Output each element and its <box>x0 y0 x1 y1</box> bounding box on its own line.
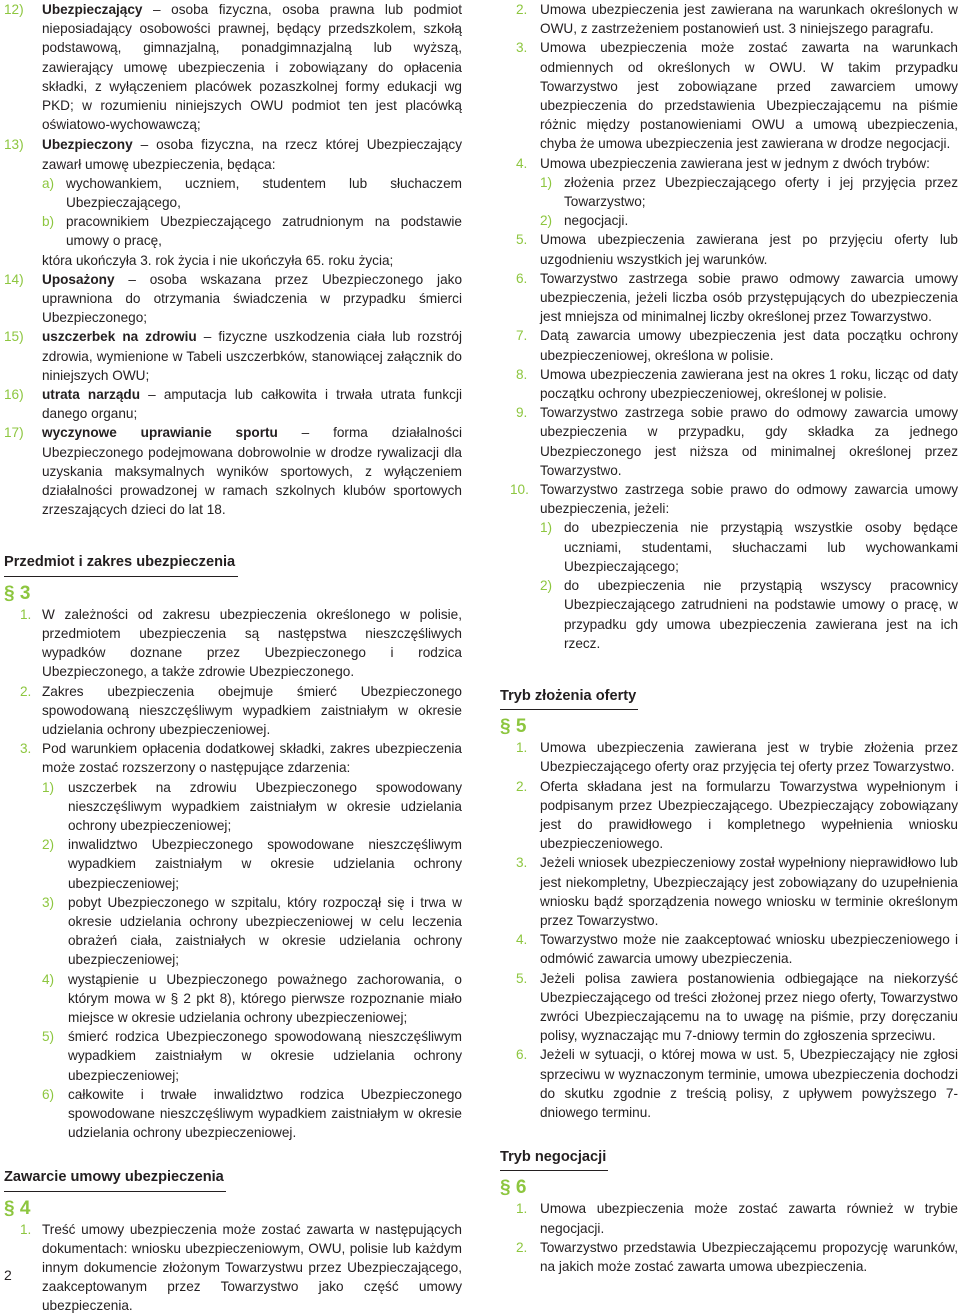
item-number: 8. <box>516 366 528 382</box>
item-number: 2. <box>516 2 528 17</box>
list-item <box>500 1238 958 1276</box>
item-number: 7. <box>516 328 528 344</box>
definition-14 <box>4 270 462 328</box>
item-text: Jeżeli wniosek ubezpieczeniowy został wypełniony nieprawidłowo lub jest niekompletny, Ubezpieczający jest zobowiązany do uzupełnienia wniosku bądź sporządzenia nowego wniosku w terminie określonym przez Towarzystwo. <box>540 855 958 928</box>
item-text: Umowa ubezpieczenia jest zawierana na warunkach określonych w OWU, z zastrzeżeniem postanowień ust. 3 niniejszego paragrafu. <box>540 2 958 37</box>
paragraph-sign: § 4 <box>4 1197 31 1219</box>
item-number: 4. <box>516 932 528 948</box>
list-item <box>500 1045 958 1122</box>
item-number: 3. <box>516 855 528 871</box>
page-number: 2 <box>4 1267 12 1283</box>
item-number: 3. <box>516 40 528 56</box>
item-number: 2. <box>516 778 528 794</box>
item-number: 3. <box>20 741 32 757</box>
item-number: b) <box>42 214 55 230</box>
list-item <box>4 893 462 970</box>
list-item <box>4 739 462 777</box>
list-item <box>4 1027 462 1085</box>
definition-13-subs <box>4 174 462 270</box>
item-number: a) <box>42 175 55 191</box>
item-number: 1. <box>20 606 32 622</box>
item-text: Towarzystwo może nie zaakceptować wniosku ubezpieczeniowego i odmówić zawarcia umowy ubezpieczenia. <box>540 932 958 967</box>
item-number: 2) <box>540 213 553 229</box>
item-text: inwalidztwo Ubezpieczonego spowodowane nieszczęśliwym wypadkiem zaistniałym w okresie udzielania ochrony ubezpieczeniowej; <box>68 837 462 891</box>
list-item <box>500 403 958 480</box>
item-number: 4. <box>516 155 528 171</box>
item-number: 3) <box>42 894 55 910</box>
list-item <box>500 738 958 776</box>
definition-13 <box>4 135 462 173</box>
definition-term: utrata narządu <box>42 387 141 403</box>
item-number: 9. <box>516 405 528 421</box>
item-number: 2) <box>42 837 55 853</box>
paragraph-sign: § 6 <box>500 1177 527 1199</box>
list-item <box>500 269 958 327</box>
item-number: 13) <box>4 137 24 153</box>
item-text: Umowa ubezpieczenia może zostać zawarta również w trybie negocjacji. <box>540 1201 958 1236</box>
item-text: Towarzystwo zastrzega sobie prawo do odmowy zawarcia umowy ubezpieczenia w przypadku, gdy składka za jednego Ubezpieczonego jest niższa od minimalnej określonej przez Towarzystwo. <box>540 405 958 478</box>
list-item <box>500 518 958 576</box>
item-text: Umowa ubezpieczenia zawierana jest na okres 1 roku, licząc od daty początku ochrony ubezpieczeniowej, określonej w polisie. <box>540 366 958 402</box>
item-text: Umowa ubezpieczenia może zostać zawarta na warunkach odmiennych od określonych w OWU. W takim przypadku Towarzystwo jest zobowiązane przed zawarciem umowy ubezpieczenia do przedstawienia Ubezpieczającemu na piśmie różnic między postanowieniami OWU a umową ubezpieczenia, chyba że umowa ubezpieczenia jest zawierana w drodze negocjacji. <box>540 40 958 152</box>
item-text: W zależności od zakresu ubezpieczenia określonego w polisie, przedmiotem ubezpieczenia są następstwa nieszczęśliwych wypadków doznane przez Ubezpieczonego i rodzica Ubezpieczonego, a także zdrowie Ubezpieczonego. <box>42 606 462 680</box>
definition-16 <box>4 385 462 423</box>
item-text: Towarzystwo przedstawia Ubezpieczającemu propozycję warunków, na jakich może zostać zawarta umowa ubezpieczenia. <box>540 1239 958 1274</box>
item-text: Jeżeli w sytuacji, o której mowa w ust. 5, Ubezpieczający nie zgłosi sprzeciwu w wyznaczonym terminie, umowa ubezpieczenia dochodzi do skutku zgodnie z treścią polisy, z upływem powyższego 7-dniowego terminu. <box>540 1047 958 1120</box>
item-number: 10. <box>510 482 529 498</box>
right-column <box>500 0 958 1276</box>
item-number: 4) <box>42 971 55 987</box>
list-item <box>500 326 958 364</box>
item-text: Pod warunkiem opłacenia dodatkowej składki, zakres ubezpieczenia może zostać rozszerzony o następujące zdarzenia: <box>42 741 462 776</box>
item-text: negocjacji. <box>564 213 629 229</box>
item-text: Towarzystwo zastrzega sobie prawo odmowy zawarcia umowy ubezpieczenia, jeżeli liczba osób przystępujących do ubezpieczenia jest mniejsza od minimalnej liczby określonej przez Towarzystwo. <box>540 270 958 325</box>
item-number: 5. <box>516 970 528 986</box>
definition-text: – forma działalności Ubezpieczonego podejmowana dobrowolnie w drodze rywalizacji dla uzyskania maksymalnych wyników sportowych, z wyłączeniem działalności prowadzonej w ramach szkolnych klubów sportowych zrzeszających dzieci do lat 18. <box>42 425 462 518</box>
item-text: złożenia przez Ubezpieczającego oferty i jej przyjęcia przez Towarzystwo; <box>564 174 958 210</box>
left-column <box>4 0 462 1316</box>
item-text: Oferta składana jest na formularzu Towarzystwa wypełnionym i podpisanym przez Ubezpieczającego. Ubezpieczający zobowiązany jest do prawidłowego i kompletnego wypełnienia wniosku ubezpieczeniowego. <box>540 778 958 852</box>
definition-term: wyczynowe uprawianie sportu <box>42 425 278 441</box>
definition-term: uszczerbek na zdrowiu <box>42 329 197 345</box>
item-text: śmierć rodzica Ubezpieczonego spowodowaną nieszczęśliwym wypadkiem zaistniałym w okresie udzielania ochrony ubezpieczeniowej; <box>68 1029 462 1083</box>
paragraph-sign: § 3 <box>4 582 31 604</box>
item-text: Umowa ubezpieczenia zawierana jest w trybie złożenia przez Ubezpieczającego oferty oraz przyjęcia tej oferty przez Towarzystwo. <box>540 740 958 775</box>
item-text: Jeżeli polisa zawiera postanowienia odbiegające na niekorzyść Ubezpieczającego od treści złożonej przez niego oferty, Towarzystwo zwróci Ubezpieczającemu na to uwagę na piśmie, przy doręczaniu polisy, wyznaczając mu 7-dniowy termin do zgłoszenia sprzeciwu. <box>540 970 958 1044</box>
definition-text: – osoba fizyczna, osoba prawna lub podmiot nieposiadający osobowości prawnej, będący przedszkolem, szkołą podstawową, gimnazjalną, ponadgimnazjalną lub wyższą, zawierający umowę ubezpieczenia i zobowiązany do opłacenia składki, z wyłączeniem placówek pozaszkolnej formy edukacji wg PKD; w rozumieniu niniejszych OWU podmiot ten jest placówką oświatowo-wychowawczą; <box>42 2 462 133</box>
item-text: Towarzystwo zastrzega sobie prawo do odmowy zawarcia umowy ubezpieczenia, jeżeli: <box>540 482 958 517</box>
item-text: Umowa ubezpieczenia zawierana jest po przyjęciu oferty lub uzgodnieniu wszystkich jej warunków. <box>540 232 958 267</box>
paragraph-sign: § 5 <box>500 716 527 738</box>
list-item <box>4 682 462 740</box>
item-number: 5. <box>516 232 528 248</box>
item-number: 1) <box>540 174 553 190</box>
definition-12 <box>4 0 462 134</box>
definition-term: Uposażony <box>42 271 115 287</box>
list-item <box>500 576 958 653</box>
list-item <box>500 930 958 968</box>
definition-text: – amputacja lub całkowita i trwała utrata funkcji danego organu; <box>42 387 462 422</box>
item-text: pracownikiem Ubezpieczającego zatrudnionym na podstawie umowy o pracę, <box>66 214 462 249</box>
list-item <box>500 480 958 518</box>
list-item <box>500 211 958 230</box>
item-number: 1. <box>516 740 528 756</box>
item-text: do ubezpieczenia nie przystąpią wszyscy pracownicy Ubezpieczającego zatrudnieni na podstawie umowy o pracę, w przypadku gdy umowa ubezpieczenia zawierana jest na ich rzecz. <box>564 578 958 651</box>
list-item <box>4 1220 462 1316</box>
list-item <box>4 1085 462 1143</box>
item-number: 6. <box>516 270 528 286</box>
item-text: do ubezpieczenia nie przystąpią wszystkie osoby będące uczniami, studentami, słuchaczami lub wychowankami Ubezpieczającego; <box>564 520 958 574</box>
list-item <box>500 230 958 268</box>
item-number: 6. <box>516 1047 528 1063</box>
item-text: uszczerbek na zdrowiu Ubezpieczonego spowodowany nieszczęśliwym wypadkiem zaistniałym w okresie udzielania ochrony ubezpieczeniowej; <box>68 779 462 833</box>
list-item <box>42 174 462 212</box>
list-item <box>4 970 462 1028</box>
definition-term: Ubezpieczony <box>42 137 133 153</box>
list-item <box>500 173 958 211</box>
definition-15 <box>4 327 462 385</box>
definition-13-tail: która ukończyła 3. rok życia i nie ukończyła 65. roku życia; <box>42 252 394 268</box>
item-text: wystąpienie u Ubezpieczonego poważnego zachorowania, o którym mowa w § 2 pkt 8), którego pierwsze rozpoznanie miało miejsce w okresie udzielania ochrony ubezpieczeniowej; <box>68 971 462 1025</box>
item-number: 16) <box>4 387 24 403</box>
section-heading: Zawarcie umowy ubezpieczenia <box>4 1168 226 1191</box>
item-number: 2. <box>20 683 32 699</box>
list-item <box>500 969 958 1046</box>
item-text: całkowite i trwałe inwalidztwo rodzica Ubezpieczonego spowodowane nieszczęśliwym wypadkiem zaistniałym w okresie udzielania ochrony ubezpieczeniowej. <box>68 1086 462 1141</box>
list-item <box>500 0 958 38</box>
item-number: 1) <box>42 779 55 795</box>
list-item <box>4 835 462 893</box>
section-heading: Tryb złożenia oferty <box>500 687 638 710</box>
list-item <box>500 365 958 403</box>
item-text: Zakres ubezpieczenia obejmuje śmierć Ubezpieczonego spowodowaną nieszczęśliwym wypadkiem zaistniałym w okresie udzielania ochrony ubezpieczeniowej. <box>42 683 462 737</box>
definition-text: – fizyczne uszkodzenia ciała lub rozstrój zdrowia, wymienione w Tabeli uszczerbków, stanowiącej załącznik do niniejszych OWU; <box>42 329 462 383</box>
list-item <box>500 154 958 173</box>
item-text: pobyt Ubezpieczonego w szpitalu, który rozpoczął się i trwa w okresie udzielania ochrony ubezpieczeniowej w celu leczenia obrażeń ciała, zaistniałych w okresie udzielania ochrony ubezpieczeniowej; <box>68 894 462 968</box>
item-number: 1. <box>20 1221 32 1237</box>
item-number: 2) <box>540 578 553 594</box>
definition-17 <box>4 423 462 519</box>
item-number: 2. <box>516 1239 528 1255</box>
list-item <box>42 212 462 250</box>
section-heading: Tryb negocjacji <box>500 1148 608 1171</box>
definition-text: – osoba fizyczna, na rzecz której Ubezpieczający zawarł umowę ubezpieczenia, będąca: <box>42 137 462 172</box>
item-number: 6) <box>42 1086 55 1102</box>
list-item <box>500 853 958 930</box>
list-item <box>4 605 462 682</box>
item-number: 1) <box>540 520 553 536</box>
section-heading: Przedmiot i zakres ubezpieczenia <box>4 553 238 576</box>
list-item <box>500 38 958 153</box>
definition-text: – osoba wskazana przez Ubezpieczonego jako uprawniona do otrzymania świadczenia w przypadku śmierci Ubezpieczonego; <box>42 271 462 326</box>
item-text: Datą zawarcia umowy ubezpieczenia jest data początku ochrony ubezpieczeniowej, określona w polisie. <box>540 328 958 363</box>
list-item <box>500 777 958 854</box>
item-text: Treść umowy ubezpieczenia może zostać zawarta w następujących dokumentach: wniosku ubezpieczeniowym, OWU, polisie lub każdym innym dokumencie złożonym Towarzystwu przez Ubezpieczającego, zaakceptowanym przez Towarzystwo jako część umowy ubezpieczenia. <box>42 1221 462 1314</box>
item-text: wychowankiem, uczniem, studentem lub słuchaczem Ubezpieczającego, <box>66 175 462 211</box>
item-text: Umowa ubezpieczenia zawierana jest w jednym z dwóch trybów: <box>540 155 930 171</box>
definition-term: Ubezpieczający <box>42 2 143 17</box>
item-number: 12) <box>4 2 24 17</box>
item-number: 17) <box>4 425 24 441</box>
item-number: 15) <box>4 329 24 345</box>
item-number: 5) <box>42 1029 55 1045</box>
item-number: 1. <box>516 1201 528 1217</box>
list-item <box>500 1199 958 1237</box>
list-item <box>4 778 462 836</box>
item-number: 14) <box>4 271 24 287</box>
